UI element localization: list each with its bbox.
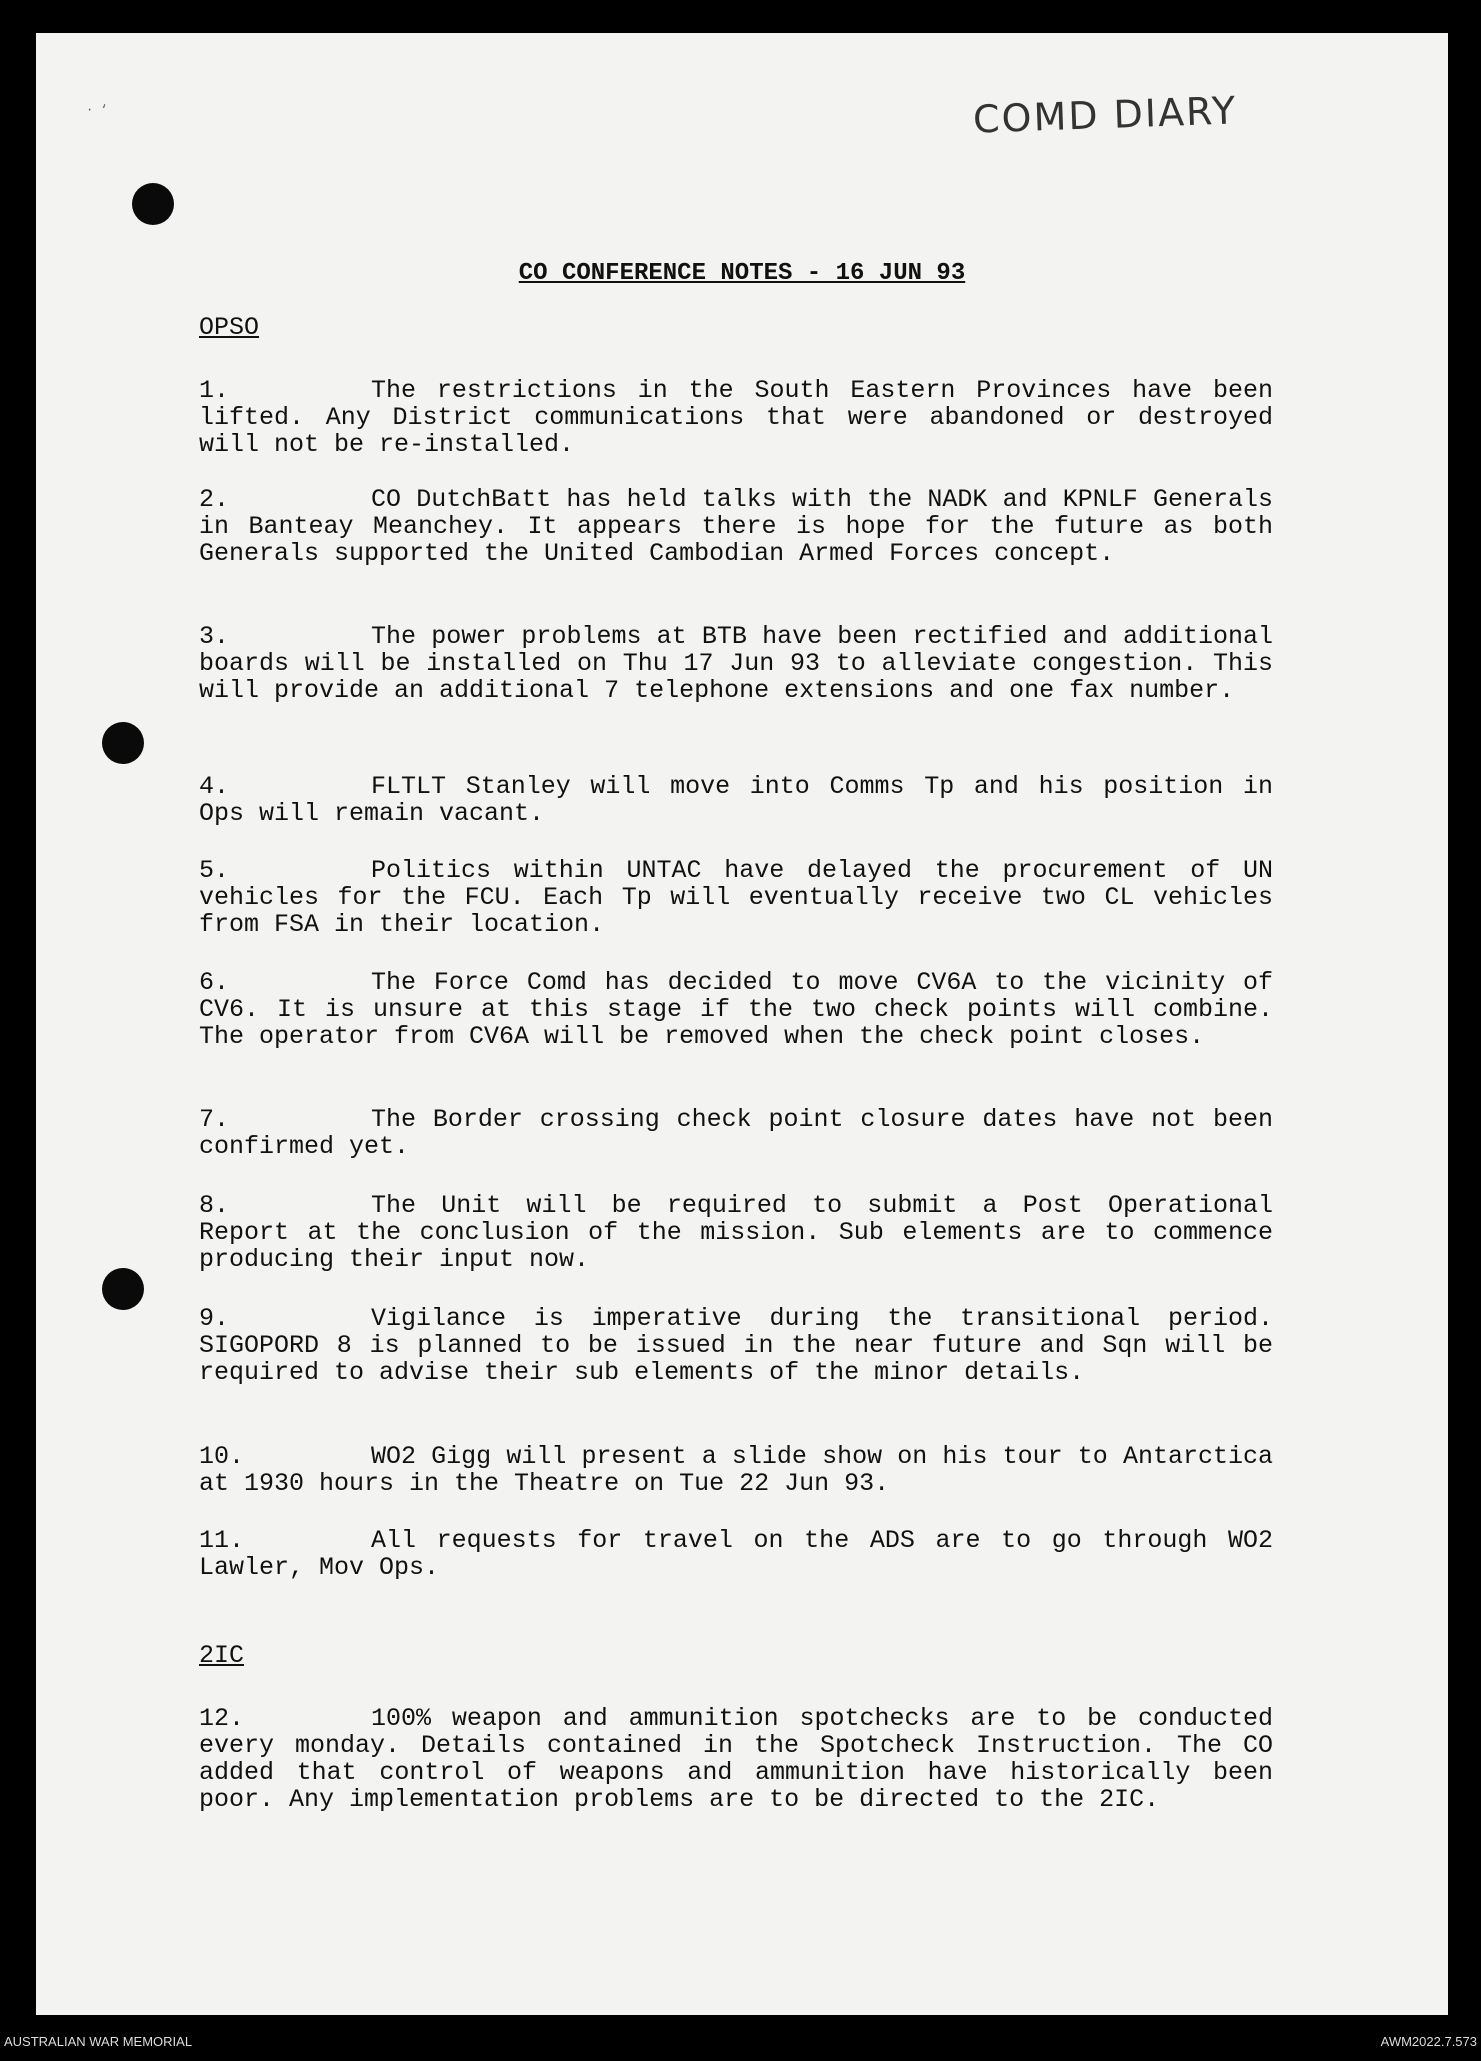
list-item [199, 1443, 1273, 1497]
item-number: 5. [199, 856, 230, 885]
item-number: 2. [199, 485, 230, 514]
document-title: CO CONFERENCE NOTES - 16 JUN 93 [518, 260, 966, 287]
item-number: 7. [199, 1105, 230, 1134]
list-item [199, 1192, 1273, 1273]
item-number: 4. [199, 772, 230, 801]
section-heading-2ic: 2IC [199, 1641, 245, 1670]
item-text: Politics within UNTAC have delayed the procurement of UN vehicles for the FCU. Each Tp will eventually receive two CL vehicles from FSA in their location. [199, 856, 1273, 939]
item-number: 11. [199, 1526, 245, 1555]
item-text: The power problems at BTB have been rectified and additional boards will be installed on Thu 17 Jun 93 to alleviate congestion. This will provide an additional 7 telephone extensions and one fax number. [199, 622, 1273, 705]
item-number: 9. [199, 1304, 230, 1333]
item-number: 8. [199, 1191, 230, 1220]
punch-hole [102, 722, 144, 764]
item-text: The Force Comd has decided to move CV6A to the vicinity of CV6. It is unsure at this stage if the two check points will combine. The operator from CV6A will be removed when the check point closes. [199, 968, 1273, 1051]
item-number: 1. [199, 376, 230, 405]
list-item [199, 377, 1273, 458]
paper-specks: · ‘ [86, 103, 108, 117]
list-item [199, 1305, 1273, 1386]
item-text: The Unit will be required to submit a Post Operational Report at the conclusion of the mission. Sub elements are to commence producing their input now. [199, 1191, 1273, 1274]
item-text: The Border crossing check point closure dates have not been confirmed yet. [199, 1105, 1273, 1161]
punch-hole [132, 183, 174, 225]
item-number: 12. [199, 1704, 245, 1733]
item-number: 10. [199, 1442, 245, 1471]
document-page [36, 33, 1448, 2015]
list-item [199, 1705, 1273, 1813]
list-item [199, 1106, 1273, 1160]
footer-archive-name: AUSTRALIAN WAR MEMORIAL [4, 2034, 193, 2049]
list-item [199, 773, 1273, 827]
footer-reference-number: AWM2022.7.573 [1380, 2034, 1477, 2049]
list-item [199, 486, 1273, 567]
list-item [199, 1527, 1273, 1581]
section-heading-opso: OPSO [199, 313, 260, 342]
item-text: 100% weapon and ammunition spotchecks are to be conducted every monday. Details contained in the Spotcheck Instruction. The CO added that control of weapons and ammunition have historically been poor. Any implementation problems are to be directed to the 2IC. [199, 1704, 1273, 1814]
item-text: All requests for travel on the ADS are to go through WO2 Lawler, Mov Ops. [199, 1526, 1273, 1582]
item-text: CO DutchBatt has held talks with the NADK and KPNLF Generals in Banteay Meanchey. It appears there is hope for the future as both Generals supported the United Cambodian Armed Forces concept. [199, 485, 1273, 568]
list-item [199, 623, 1273, 704]
item-text: FLTLT Stanley will move into Comms Tp and his position in Ops will remain vacant. [199, 772, 1273, 828]
item-text: Vigilance is imperative during the transitional period. SIGOPORD 8 is planned to be issued in the near future and Sqn will be required to advise their sub elements of the minor details. [199, 1304, 1273, 1387]
punch-hole [102, 1268, 144, 1310]
handwritten-note: COMD DIARY [972, 88, 1238, 142]
list-item [199, 969, 1273, 1050]
list-item [199, 857, 1273, 938]
item-number: 6. [199, 968, 230, 997]
item-text: The restrictions in the South Eastern Provinces have been lifted. Any District communications that were abandoned or destroyed will not be re-installed. [199, 376, 1273, 459]
item-number: 3. [199, 622, 230, 651]
item-text: WO2 Gigg will present a slide show on his tour to Antarctica at 1930 hours in the Theatre on Tue 22 Jun 93. [199, 1442, 1273, 1498]
